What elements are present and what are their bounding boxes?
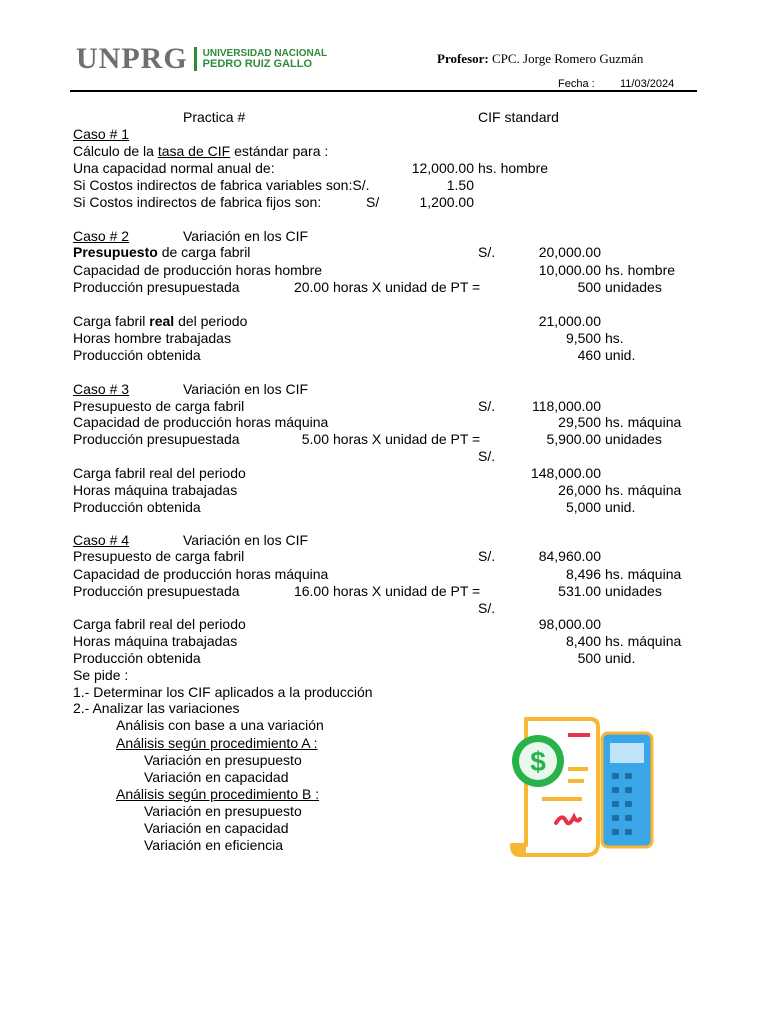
- caso4-r3-label: Producción presupuestada: [73, 583, 240, 599]
- caso2-r6-value: 460: [577, 347, 601, 363]
- caso3-heading: Caso # 3: [73, 381, 130, 397]
- caso1-row2-value: 1.50: [446, 177, 474, 193]
- caso4-r4-value: 98,000.00: [538, 616, 601, 632]
- caso4-r1-value: 84,960.00: [538, 548, 601, 564]
- profesor-name: CPC. Jorge Romero Guzmán: [488, 51, 644, 66]
- caso3-r3-currency2: S/.: [478, 448, 496, 464]
- se-pide-heading: Se pide :: [73, 667, 129, 683]
- caso3-title: Variación en los CIF: [183, 381, 309, 397]
- caso2-r1-currency: S/.: [478, 244, 496, 260]
- caso4-heading: Caso # 4: [73, 532, 130, 548]
- caso1-heading: Caso # 1: [73, 126, 130, 142]
- caso4-r2-value: 8,496: [565, 566, 601, 582]
- caso4-r5-label: Horas máquina trabajadas: [73, 633, 238, 649]
- caso2-r2-unit: hs. hombre: [605, 262, 676, 278]
- caso3-r3-label: Producción presupuestada: [73, 431, 240, 447]
- profesor: [437, 51, 643, 67]
- caso4-r5-unit: hs. máquina: [605, 633, 682, 649]
- caso3-r1-currency: S/.: [478, 398, 496, 414]
- caso3-r2-unit: hs. máquina: [605, 414, 682, 430]
- caso1-intro-underline: tasa de CIF: [157, 143, 231, 159]
- caso2-r2-label: Capacidad de producción horas hombre: [73, 262, 323, 278]
- caso3-r5-value: 26,000: [558, 482, 601, 498]
- caso1-row1-value: 12,000.00: [411, 160, 474, 176]
- caso2-r1-rest: de carga fabril: [157, 244, 251, 260]
- caso1-row3-currency: S/: [366, 194, 380, 210]
- se-pide-sub2: Análisis según procedimiento A :: [116, 735, 318, 751]
- caso2-r1-bold: Presupuesto: [73, 244, 158, 260]
- profesor-label: Profesor:: [437, 51, 489, 66]
- caso2-r4-b: del periodo: [174, 313, 248, 329]
- caso2-r1-value: 20,000.00: [538, 244, 601, 260]
- se-pide-sub3-b: Variación en capacidad: [144, 820, 289, 836]
- caso2-r3-label: Producción presupuestada: [73, 279, 240, 295]
- caso2-r3-unit: unidades: [605, 279, 662, 295]
- caso2-title: Variación en los CIF: [183, 228, 309, 244]
- se-pide-sub3-c: Variación en eficiencia: [144, 837, 284, 853]
- caso3-r6-unit: unid.: [605, 499, 636, 515]
- caso2-r2-value: 10,000.00: [538, 262, 601, 278]
- caso1-row1-label: Una capacidad normal anual de:: [73, 160, 275, 176]
- caso2-r3-value: 500: [577, 279, 601, 295]
- caso1-row3-value: 1,200.00: [419, 194, 474, 210]
- caso2-r4-bold: real: [149, 313, 175, 329]
- caso4-r2-unit: hs. máquina: [605, 566, 682, 582]
- logo: [76, 42, 327, 76]
- caso3-r6-label: Producción obtenida: [73, 499, 201, 515]
- header-rule: [70, 90, 697, 92]
- caso4-r1-currency: S/.: [478, 548, 496, 564]
- caso3-r6-value: 5,000: [565, 499, 601, 515]
- caso2-heading: Caso # 2: [73, 228, 130, 244]
- se-pide-sub3-a: Variación en presupuesto: [144, 803, 302, 819]
- caso2-r4-label: [73, 313, 247, 330]
- caso3-r2-value: 29,500: [558, 414, 601, 430]
- logo-subtitle: [203, 48, 327, 70]
- caso3-r3-unit: unidades: [605, 431, 662, 447]
- caso3-r1-label: Presupuesto de carga fabril: [73, 398, 245, 414]
- caso2-r4-a: Carga fabril: [73, 313, 150, 329]
- caso3-r5-label: Horas máquina trabajadas: [73, 482, 238, 498]
- caso2-r5-label: Horas hombre trabajadas: [73, 330, 231, 346]
- caso3-r3-mid: horas X unidad de PT =: [333, 431, 481, 447]
- practica-title: Practica #: [183, 109, 246, 125]
- caso1-row1-unit: hs. hombre: [478, 160, 549, 176]
- caso4-r2-label: Capacidad de producción horas máquina: [73, 566, 329, 582]
- caso2-r5-value: 9,500: [565, 330, 601, 346]
- caso4-r3-hours: 16.00: [293, 583, 329, 599]
- caso2-r6-label: Producción obtenida: [73, 347, 201, 363]
- caso3-r4-value: 148,000.00: [530, 465, 601, 481]
- logo-divider: [194, 47, 197, 71]
- caso1-intro: [73, 143, 328, 160]
- logo-sub-line1: UNIVERSIDAD NACIONAL: [202, 48, 328, 59]
- fecha-value: 11/03/2024: [620, 78, 675, 90]
- caso3-r3-hours: 5.00: [301, 431, 329, 447]
- caso3-r3-value: 5,900.00: [546, 431, 601, 447]
- caso3-r5-unit: hs. máquina: [605, 482, 682, 498]
- se-pide-item2: 2.- Analizar las variaciones: [73, 700, 240, 716]
- logo-sub-line2: PEDRO RUIZ GALLO: [202, 58, 313, 70]
- caso2-r3-hours: 20.00: [293, 279, 329, 295]
- caso2-r3-mid: horas X unidad de PT =: [333, 279, 481, 295]
- se-pide-item1: 1.- Determinar los CIF aplicados a la producción: [73, 684, 373, 700]
- caso4-title: Variación en los CIF: [183, 532, 309, 548]
- caso4-r6-label: Producción obtenida: [73, 650, 201, 666]
- se-pide-sub1: Análisis con base a una variación: [116, 717, 324, 733]
- logo-main: UNPRG: [76, 42, 188, 75]
- caso3-r1-value: 118,000.00: [531, 398, 601, 414]
- invoice-calculator-icon: [506, 715, 656, 860]
- se-pide-sub3: Análisis según procedimiento B :: [116, 786, 320, 802]
- caso3-r4-label: Carga fabril real del periodo: [73, 465, 246, 481]
- caso1-intro-a: Cálculo de la: [73, 143, 158, 159]
- caso1-intro-b: estándar para :: [230, 143, 329, 159]
- caso3-r2-label: Capacidad de producción horas máquina: [73, 414, 329, 430]
- caso4-r3-mid: horas X unidad de PT =: [333, 583, 481, 599]
- caso2-r4-value: 21,000.00: [538, 313, 601, 329]
- se-pide-sub2-a: Variación en presupuesto: [144, 752, 302, 768]
- se-pide-sub2-b: Variación en capacidad: [144, 769, 289, 785]
- caso4-r6-unit: unid.: [605, 650, 636, 666]
- caso4-r4-label: Carga fabril real del periodo: [73, 616, 246, 632]
- caso4-r3-currency2: S/.: [478, 600, 496, 616]
- caso4-r3-value: 531.00: [558, 583, 601, 599]
- caso4-r3-unit: unidades: [605, 583, 662, 599]
- caso4-r6-value: 500: [577, 650, 601, 666]
- caso2-r1-label: [73, 244, 250, 261]
- subject-title: CIF standard: [478, 109, 559, 125]
- caso2-r5-unit: hs.: [605, 330, 624, 346]
- svg-text:$: $: [530, 746, 546, 777]
- caso2-r6-unit: unid.: [605, 347, 636, 363]
- caso4-r1-label: Presupuesto de carga fabril: [73, 548, 245, 564]
- fecha-label: Fecha :: [558, 78, 595, 90]
- caso1-row3-label: Si Costos indirectos de fabrica fijos son:: [73, 194, 322, 210]
- caso1-row2-label: Si Costos indirectos de fabrica variables son:S/.: [73, 177, 370, 193]
- caso4-r5-value: 8,400: [565, 633, 601, 649]
